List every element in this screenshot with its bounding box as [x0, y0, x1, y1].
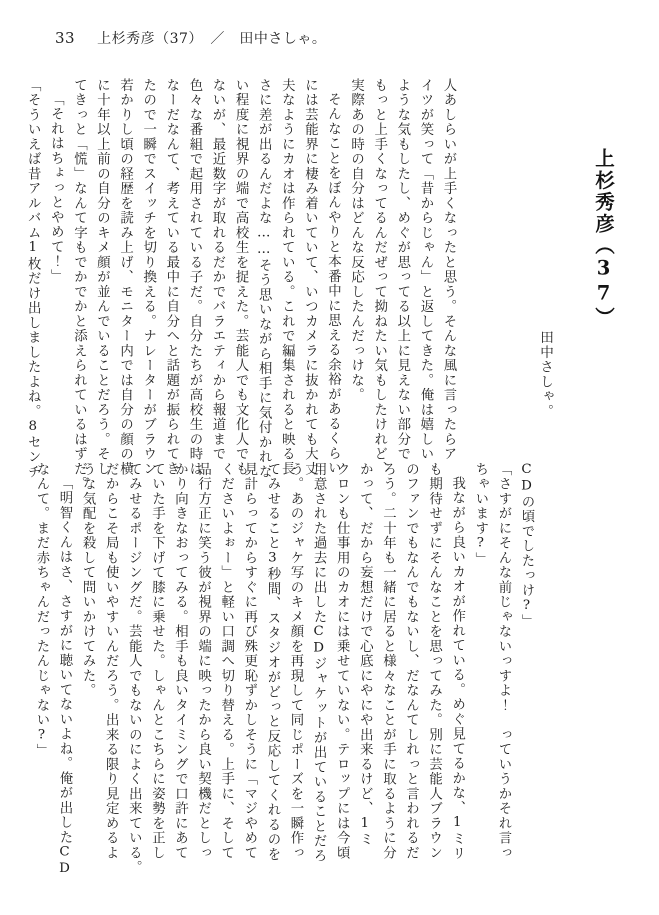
bottom-line-7: ろう。二十年も一緒に居ると様々なことが手に取るように分 [380, 462, 396, 861]
top-line-7: には芸能界に棲み着いていて、いつカメラに抜かれても大丈 [302, 78, 318, 477]
author-name: 田中さしゃ。 [537, 330, 553, 419]
top-line-13: なーだなんて、考えている最中に自分へと話題が振られてき [163, 78, 179, 477]
top-line-6: そんなことをぼんやりと本番中に思える余裕があるくらい [325, 92, 341, 476]
top-line-3: ような気もしたし、めぐが思ってる以上に見えない部分で [394, 78, 410, 462]
top-line-14: たので一瞬でスイッチを切り換える。ナレーターがブラウン [140, 78, 156, 477]
top-line-10: い程度に視界の端で高校生を捉えた。芸能人でも文化人でも [233, 78, 249, 477]
running-header [0, 24, 659, 52]
bottom-line-19: だからこそ局も使いやすいんだろう。出来る限り見定めるよ [103, 462, 119, 861]
bottom-line-20: うな気配を殺して問いかけてみた。 [80, 462, 96, 698]
top-line-19: 「そういえば昔アルバム1枚だけ出しましたよね。8センチ [25, 78, 41, 480]
bottom-line-15: 品行方正に笑う彼が視界の端に映ったから良い契機だとしっ [195, 462, 211, 861]
bottom-line-16: かり向きなおってみる。相手も良いタイミングで口許にあて [172, 462, 188, 861]
top-line-4: もっと上手くなってるんだぜって拗ねたい気もしたけれど、 [371, 78, 387, 477]
bottom-line-9: クロンも仕事用のカオには乗せていない。テロップには今頃 [334, 462, 350, 861]
top-line-9: さに差が出るんだよな……そう思いながら相手に気付かれな [256, 78, 272, 480]
top-line-18: 「それはちょっとやめて！」 [48, 92, 64, 284]
bottom-line-21: 「明智くんはさ、さすがに聴いてないよね。俺が出したCD [57, 476, 72, 878]
bottom-line-5: も期待せずにそんなことを思ってみた。別に芸能人ブラウン [426, 462, 442, 861]
top-line-5: 実際あの時の自分はどんな反応したんだっけな。 [348, 78, 364, 403]
top-line-11: ないが、最近数字が取れるだかでバラエティから報道まで [210, 78, 225, 462]
top-line-15: 若かりし頃の経歴を読み上げ、モニター内では自分の顔の横 [117, 78, 133, 477]
bottom-line-11: う。あのジャケ写のキメ顔を再現して同じポーズを一瞬作っ [288, 462, 303, 861]
top-line-16: に十年以上前の自分のキメ顔が並んでいることだろう。そし [94, 78, 110, 477]
top-line-12: 色々な番組で起用されている子だ。自分たちが高校生の時は [186, 78, 202, 477]
bottom-line-1: CDの頃でしたっけ?」 [519, 462, 534, 630]
page-title: 上杉秀彦（37） [592, 148, 615, 329]
top-line-1: 人あしらいが上手くなったと思う。そんな風に言ったらア [441, 78, 456, 462]
bottom-line-14: くださいよぉー」と軽い口調へ切り替える。上手に、そして [218, 462, 234, 861]
page-folio: 33 [55, 29, 76, 47]
bottom-line-13: 見計らってからすぐに再び殊更恥ずかしそうに「マジやめて [241, 462, 257, 861]
bottom-line-3: ちゃいます?」 [472, 462, 488, 567]
bottom-line-10: 用意された過去に出したCDジャケットが出ていることだろ [311, 462, 327, 864]
bottom-line-8: かって、だから妄想だけで心底にやにや出来るけど、1ミ [357, 462, 373, 848]
bottom-line-12: てみせること3秒間、スタジオがどっと反応してくれるのを [264, 462, 280, 862]
bottom-line-22: なんて。まだ赤ちゃんだったんじゃない?」 [33, 462, 49, 759]
bottom-line-18: てみせるポージングだ。芸能人でもないのによく出来ている。 [126, 462, 142, 875]
title-block [501, 148, 631, 448]
running-head-text: 上杉秀彦（37） ／ 田中さしゃ。 [97, 31, 327, 47]
top-line-2: イツが笑って「昔からじゃん」と返してきた。俺は嬉しい [417, 78, 433, 462]
bottom-line-17: ていた手を下げて膝に乗せた。しゃんとこちらに姿勢を正し [149, 462, 165, 861]
top-line-8: 夫なようにカオは作られている。これで編集されると映る長 [279, 78, 295, 477]
bottom-line-4: 我ながら良いカオが作れている。めぐ見てるかな、1ミリ [449, 476, 465, 862]
bottom-line-2: 「さすがにそんな前じゃないっすよ！ っていうかそれ言っ [495, 462, 511, 861]
top-line-17: てきっと「慌」なんて字もでかでかと添えられているはずだ。 [71, 78, 87, 491]
bottom-line-6: のファンでもなんでもないし、だなんてしれっと言われるだ [403, 462, 419, 861]
